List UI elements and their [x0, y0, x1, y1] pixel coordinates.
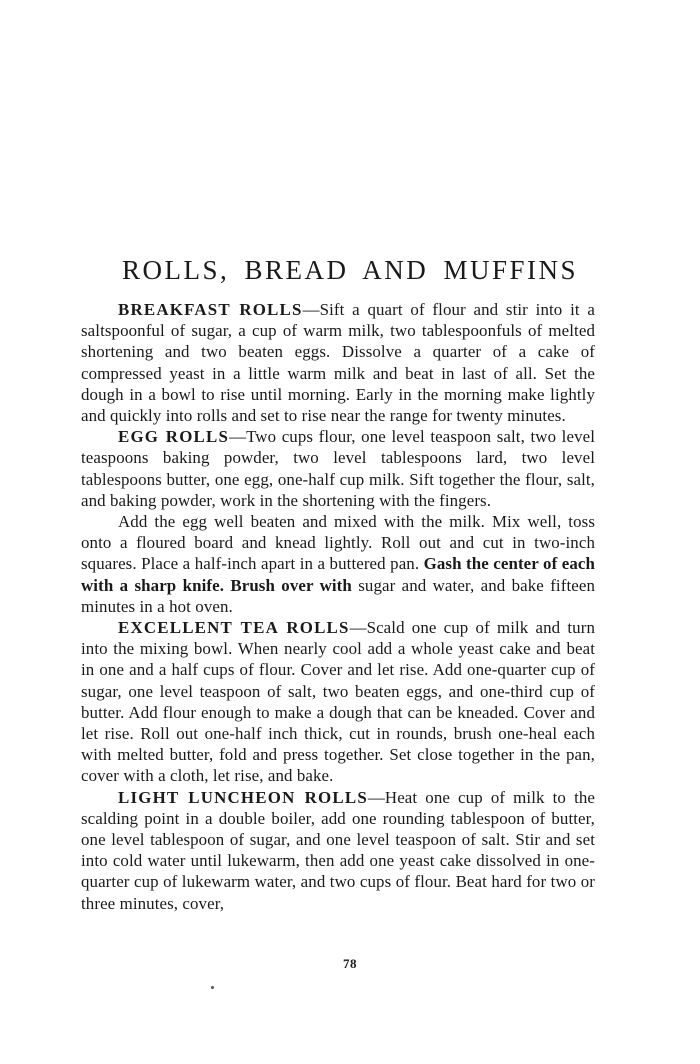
recipe-text: Add the egg well beaten and mixed with the milk. Mix well, toss onto a floured board and knead lightly. Roll out and cut in two-inch squares. Place a half-inch apart in a buttered pan.	[81, 512, 595, 574]
recipe-text-bold: Gash the center of each with a sharp knife. Brush over with	[81, 554, 595, 595]
chapter-title: ROLLS, BREAD AND MUFFINS	[121, 255, 579, 285]
page-number: 78	[343, 956, 357, 971]
recipe-text: —Sift a quart of flour and stir into it a saltspoonful of sugar, a cup of warm milk, two tablespoonfuls of melted shortening and two beaten eggs. Dissolve a quarter of a cake of compressed yeast in a little warm milk and beat in last of all. Set the dough in a bowl to rise until morning. Early in the morning make lightly and quickly into rolls and set to rise near the range for twenty minutes.	[81, 300, 595, 426]
recipe-egg-rolls	[81, 426, 595, 511]
recipe-text: —Two cups flour, one level teaspoon salt, two level teaspoons baking powder, two level tablespoons lard, two level tablespoons butter, one egg, one-half cup milk. Sift together the flour, salt, and baking powder, work in the shortening with the fingers.	[81, 427, 596, 510]
recipe-heading: EGG ROLLS	[118, 427, 230, 447]
print-speck	[211, 986, 214, 989]
recipe-light-luncheon-rolls	[81, 787, 595, 914]
recipe-heading: EXCELLENT TEA ROLLS	[118, 618, 350, 638]
recipe-breakfast-rolls	[81, 299, 595, 426]
recipe-heading: LIGHT LUNCHEON ROLLS	[118, 787, 368, 807]
recipe-text: —Scald one cup of milk and turn into the mixing bowl. When nearly cool add a whole yeast cake and beat in one and a half cups of flour. Cover and let rise. Add one-quarter cup of sugar, one level teaspoon of salt, two beaten eggs, and one-third cup of butter. Add flour enough to make a dough that can be kneaded. Cover and let rise. Roll out one-half inch thick, cut in rounds, brush one-heal each with melted butter, fold and press together. Set close together in the pan, cover with a cloth, let rise, and bake.	[81, 618, 595, 786]
recipe-excellent-tea-rolls	[81, 617, 595, 787]
recipe-text: sugar and water, and bake fifteen minutes in a hot oven.	[81, 575, 595, 616]
recipe-text-body	[81, 299, 595, 914]
recipe-text: —Heat one cup of milk to the scalding point in a double boiler, add one rounding tablespoon of butter, one level tablespoon of sugar, and one level teaspoon of salt. Stir and set into cold water until lukewarm, then add one yeast cake dissolved in one-quarter cup of lukewarm water, and two cups of flour. Beat hard for two or three minutes, cover,	[81, 787, 596, 913]
recipe-heading: BREAKFAST ROLLS	[118, 300, 303, 319]
recipe-egg-rolls-continuation	[81, 511, 595, 617]
